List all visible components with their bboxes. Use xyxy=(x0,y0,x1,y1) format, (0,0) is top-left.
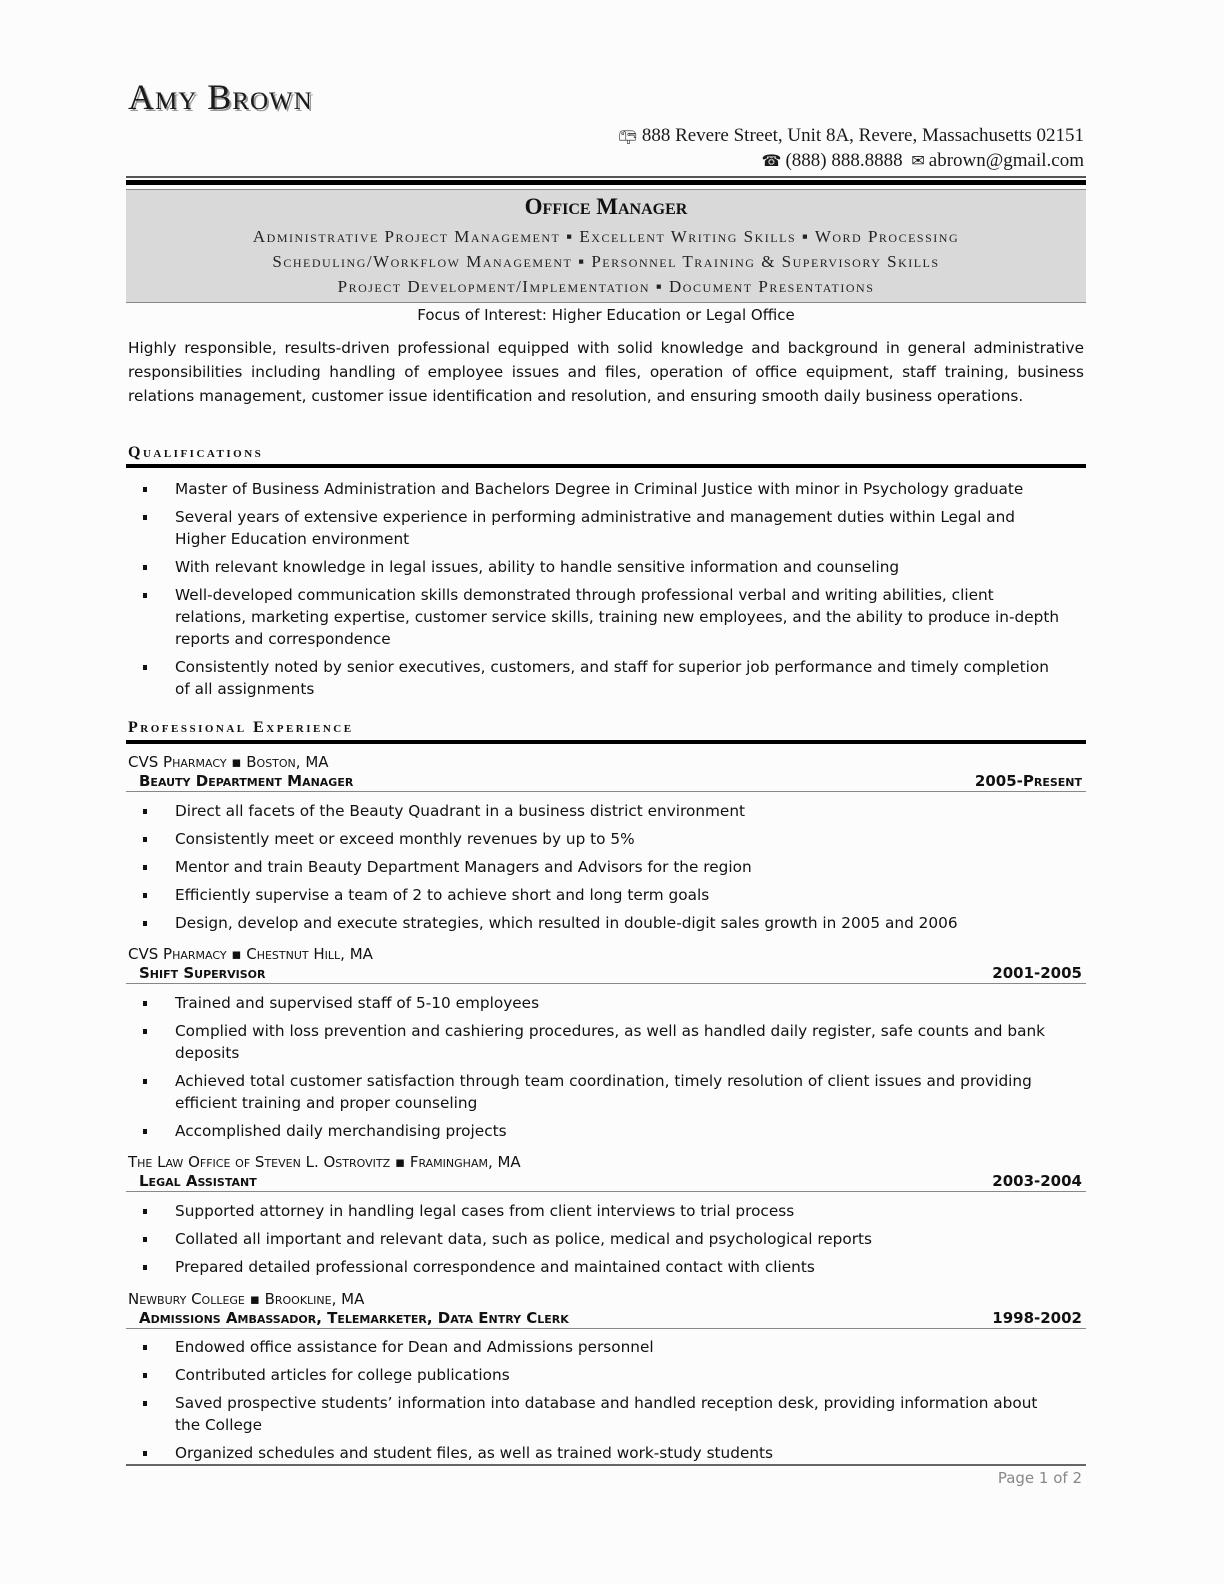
list-item xyxy=(126,656,1086,700)
skills-line: Administrative Project Management ▪ Excellent Writing Skills ▪ Word Processing xyxy=(252,227,960,246)
list-item xyxy=(126,1442,1086,1464)
job-bullets xyxy=(126,1336,1086,1470)
list-item xyxy=(126,478,1086,500)
title-banner xyxy=(126,189,1086,303)
email-link[interactable]: abrown@gmail.com xyxy=(928,150,1084,171)
job-company: CVS Pharmacy ▪ Boston, MA xyxy=(128,753,329,771)
bullet-icon xyxy=(143,1373,147,1378)
bullet-icon xyxy=(143,515,147,520)
bullet-icon xyxy=(143,921,147,926)
list-item xyxy=(126,1336,1086,1358)
list-item-text: Direct all facets of the Beauty Quadrant in a business district environment xyxy=(175,802,746,820)
experience-heading: Professional Experience xyxy=(128,719,354,736)
job-title: Beauty Department Manager xyxy=(139,772,354,790)
list-item xyxy=(126,1070,1086,1114)
bullet-icon xyxy=(143,1345,147,1350)
qualifications-rule xyxy=(126,464,1086,468)
bullet-icon xyxy=(143,1079,147,1084)
qualifications-list xyxy=(126,478,1086,706)
list-item xyxy=(126,884,1086,906)
address-text: 888 Revere Street, Unit 8A, Revere, Massachusetts 02151 xyxy=(641,125,1084,146)
list-item xyxy=(126,800,1086,822)
job-title-row xyxy=(126,772,1086,792)
job-title-row xyxy=(126,964,1086,984)
bullet-icon xyxy=(143,837,147,842)
job-title-row xyxy=(126,1172,1086,1192)
bullet-icon xyxy=(143,893,147,898)
qualifications-heading: Qualifications xyxy=(128,444,264,461)
list-item-text: Prepared detailed professional correspondence and maintained contact with clients xyxy=(175,1258,815,1276)
bullet-icon xyxy=(143,1401,147,1406)
list-item xyxy=(126,506,1086,550)
header-rule-thick xyxy=(126,180,1086,185)
experience-rule xyxy=(126,740,1086,744)
list-item-text: Saved prospective students’ information into database and handled reception desk, providing information about the College xyxy=(175,1394,1038,1434)
telephone-icon: ☎ xyxy=(761,153,782,170)
list-item-text: Collated all important and relevant data, such as police, medical and psychological reports xyxy=(175,1230,873,1248)
list-item-text: Accomplished daily merchandising projects xyxy=(175,1122,507,1140)
bullet-icon xyxy=(143,1209,147,1214)
list-item-text: Complied with loss prevention and cashiering procedures, as well as handled daily register, safe counts and bank deposits xyxy=(175,1022,1046,1062)
footer-rule xyxy=(126,1464,1086,1466)
job-title-row xyxy=(126,1309,1086,1329)
job-dates: 2005-Present xyxy=(974,772,1082,790)
list-item xyxy=(126,1120,1086,1142)
job-company: CVS Pharmacy ▪ Chestnut Hill, MA xyxy=(128,945,373,963)
job-bullets xyxy=(126,1200,1086,1284)
list-item xyxy=(126,1256,1086,1278)
list-item-text: Efficiently supervise a team of 2 to achieve short and long term goals xyxy=(175,886,710,904)
list-item xyxy=(126,1200,1086,1222)
list-item xyxy=(126,856,1086,878)
job-bullets xyxy=(126,992,1086,1148)
list-item xyxy=(126,1020,1086,1064)
list-item-text: Achieved total customer satisfaction through team coordination, timely resolution of client issues and providing efficient training and proper counseling xyxy=(175,1072,1032,1112)
job-bullets xyxy=(126,800,1086,940)
list-item-text: Endowed office assistance for Dean and Admissions personnel xyxy=(175,1338,654,1356)
job-title: Admissions Ambassador, Telemarketer, Data Entry Clerk xyxy=(139,1309,569,1327)
summary-paragraph: Highly responsible, results-driven professional equipped with solid knowledge and background in general administrative responsibilities including handling of employee issues and files, operation of office equipment, staff training, business relations management, customer issue identification and resolution, and ensuring smooth daily business operations. xyxy=(128,339,1084,405)
list-item-text: Master of Business Administration and Bachelors Degree in Criminal Justice with minor in Psychology graduate xyxy=(175,480,1024,498)
list-item-text: Trained and supervised staff of 5-10 employees xyxy=(175,994,540,1012)
bullet-icon xyxy=(143,1451,147,1456)
bullet-icon xyxy=(143,1265,147,1270)
envelope-icon: ✉︎ xyxy=(911,153,925,170)
job-dates: 2003-2004 xyxy=(992,1172,1082,1190)
list-item-text: Contributed articles for college publications xyxy=(175,1366,510,1384)
job-dates: 2001-2005 xyxy=(992,964,1082,982)
bullet-icon xyxy=(143,593,147,598)
list-item xyxy=(126,992,1086,1014)
bullet-icon xyxy=(143,665,147,670)
list-item xyxy=(126,1392,1086,1436)
bullet-icon xyxy=(143,1129,147,1134)
list-item-text: Several years of extensive experience in performing administrative and management duties within Legal and Higher Education environment xyxy=(175,508,1015,548)
job-title: Legal Assistant xyxy=(139,1172,257,1190)
job-company: The Law Office of Steven L. Ostrovitz ▪ Framingham, MA xyxy=(128,1153,521,1171)
job-title: Shift Supervisor xyxy=(139,964,266,982)
list-item-text: With relevant knowledge in legal issues, ability to handle sensitive information and counseling xyxy=(175,558,900,576)
list-item xyxy=(126,912,1086,934)
bullet-icon xyxy=(143,1001,147,1006)
bullet-icon xyxy=(143,487,147,492)
page-number: Page 1 of 2 xyxy=(997,1469,1082,1487)
address-line xyxy=(618,125,1085,147)
skills-line: Project Development/Implementation ▪ Document Presentations xyxy=(337,277,875,296)
list-item xyxy=(126,828,1086,850)
list-item-text: Consistently meet or exceed monthly revenues by up to 5% xyxy=(175,830,635,848)
list-item-text: Mentor and train Beauty Department Managers and Advisors for the region xyxy=(175,858,752,876)
phone-text: (888) 888.8888 xyxy=(785,150,903,171)
list-item-text: Supported attorney in handling legal cases from client interviews to trial process xyxy=(175,1202,795,1220)
candidate-name: Amy Brown xyxy=(128,77,313,117)
list-item xyxy=(126,1228,1086,1250)
header-rule-thin xyxy=(126,176,1086,178)
bullet-icon xyxy=(143,1029,147,1034)
bullet-icon xyxy=(143,565,147,570)
list-item-text: Consistently noted by senior executives, customers, and staff for superior job performance and timely completion of all assignments xyxy=(175,658,1049,698)
job-target-title: Office Manager xyxy=(524,194,688,219)
phone-email-line xyxy=(762,150,1084,172)
job-dates: 1998-2002 xyxy=(992,1309,1082,1327)
list-item xyxy=(126,1364,1086,1386)
bullet-icon xyxy=(143,809,147,814)
bullet-icon xyxy=(143,1237,147,1242)
list-item-text: Organized schedules and student files, as well as trained work-study students xyxy=(175,1444,774,1462)
mailbox-icon: 📪︎ xyxy=(617,128,638,145)
list-item xyxy=(126,556,1086,578)
skills-line: Scheduling/Workflow Management ▪ Personnel Training & Supervisory Skills xyxy=(272,252,940,271)
list-item-text: Design, develop and execute strategies, which resulted in double-digit sales growth in 2005 and 2006 xyxy=(175,914,958,932)
job-company: Newbury College ▪ Brookline, MA xyxy=(128,1290,365,1308)
bullet-icon xyxy=(143,865,147,870)
list-item xyxy=(126,584,1086,650)
list-item-text: Well-developed communication skills demonstrated through professional verbal and writing abilities, client relations, marketing expertise, customer service skills, training new employees, and the ability to produce in-depth reports and correspondence xyxy=(175,586,1060,648)
focus-of-interest: Focus of Interest: Higher Education or Legal Office xyxy=(417,306,795,324)
